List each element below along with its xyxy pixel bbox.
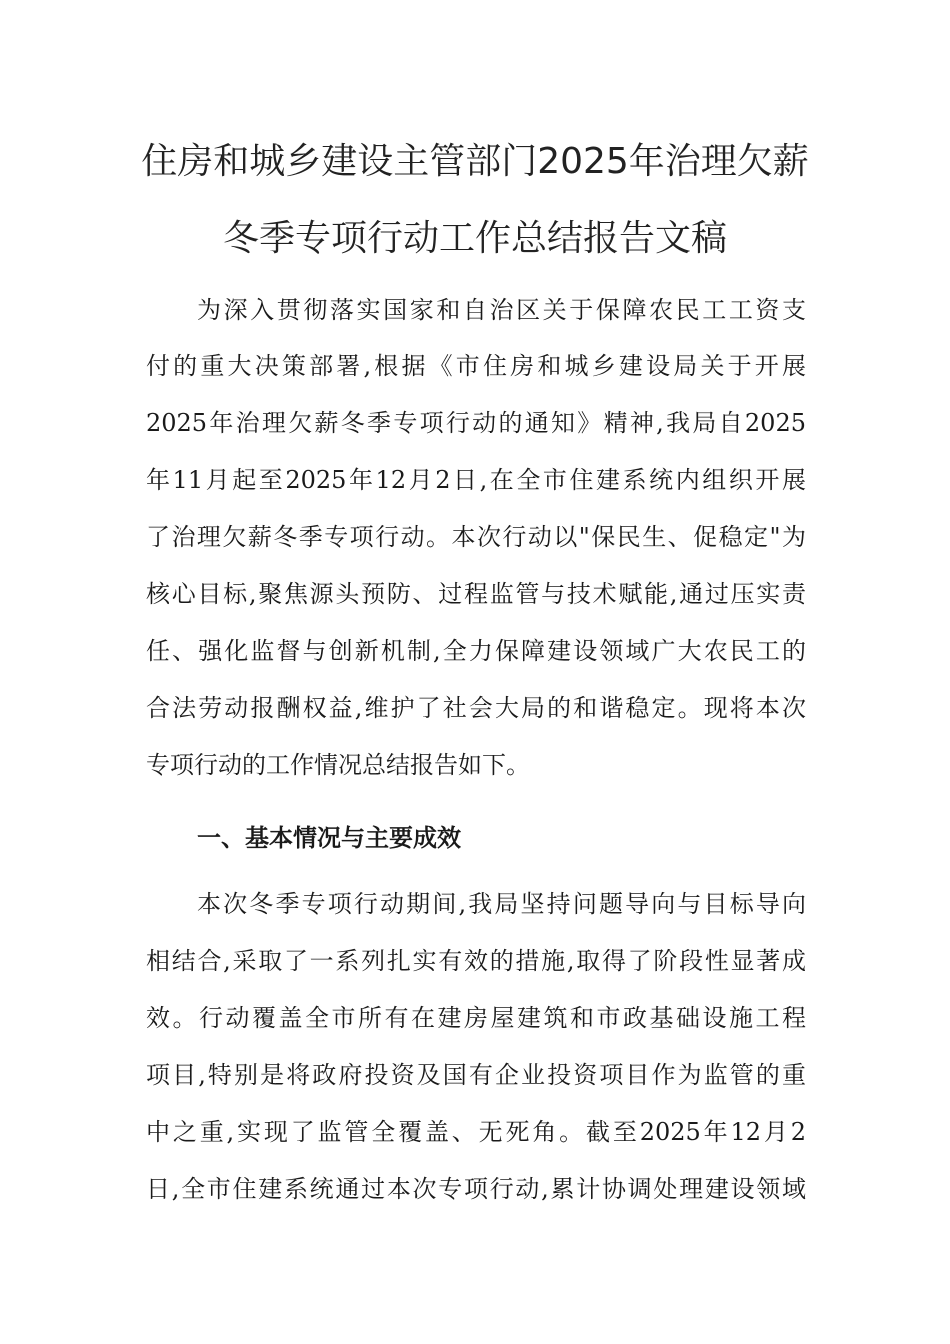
paragraph-1-line: 合法劳动报酬权益,维护了社会大局的和谐稳定。现将本次 <box>146 694 806 722</box>
paragraph-1-line: 年11月起至2025年12月2日,在全市住建系统内组织开展 <box>146 466 806 494</box>
paragraph-2-line: 中之重,实现了监管全覆盖、无死角。截至2025年12月2 <box>146 1118 806 1146</box>
paragraph-1-line: 付的重大决策部署,根据《市住房和城乡建设局关于开展 <box>146 352 806 380</box>
paragraph-1-line: 为深入贯彻落实国家和自治区关于保障农民工工资支 <box>197 296 806 324</box>
paragraph-2-line: 效。行动覆盖全市所有在建房屋建筑和市政基础设施工程 <box>146 1004 806 1032</box>
document-title-line-2: 冬季专项行动工作总结报告文稿 <box>222 218 727 259</box>
paragraph-1-line: 2025年治理欠薪冬季专项行动的通知》精神,我局自2025 <box>146 409 806 437</box>
paragraph-2-line: 项目,特别是将政府投资及国有企业投资项目作为监管的重 <box>146 1061 806 1089</box>
paragraph-1-line: 核心目标,聚焦源头预防、过程监管与技术赋能,通过压实责 <box>146 580 806 608</box>
paragraph-1-line: 了治理欠薪冬季专项行动。本次行动以"保民生、促稳定"为 <box>146 523 806 551</box>
paragraph-2-line: 日,全市住建系统通过本次专项行动,累计协调处理建设领域 <box>146 1175 806 1203</box>
paragraph-2-line: 本次冬季专项行动期间,我局坚持问题导向与目标导向 <box>197 890 806 918</box>
paragraph-1-line: 专项行动的工作情况总结报告如下。 <box>146 751 530 779</box>
paragraph-2-line: 相结合,采取了一系列扎实有效的措施,取得了阶段性显著成 <box>146 947 806 975</box>
paragraph-1-line: 任、强化监督与创新机制,全力保障建设领域广大农民工的 <box>146 637 806 665</box>
document-title-line-1: 住房和城乡建设主管部门2025年治理欠薪 <box>141 141 809 182</box>
section-1-heading: 一、基本情况与主要成效 <box>197 824 461 852</box>
